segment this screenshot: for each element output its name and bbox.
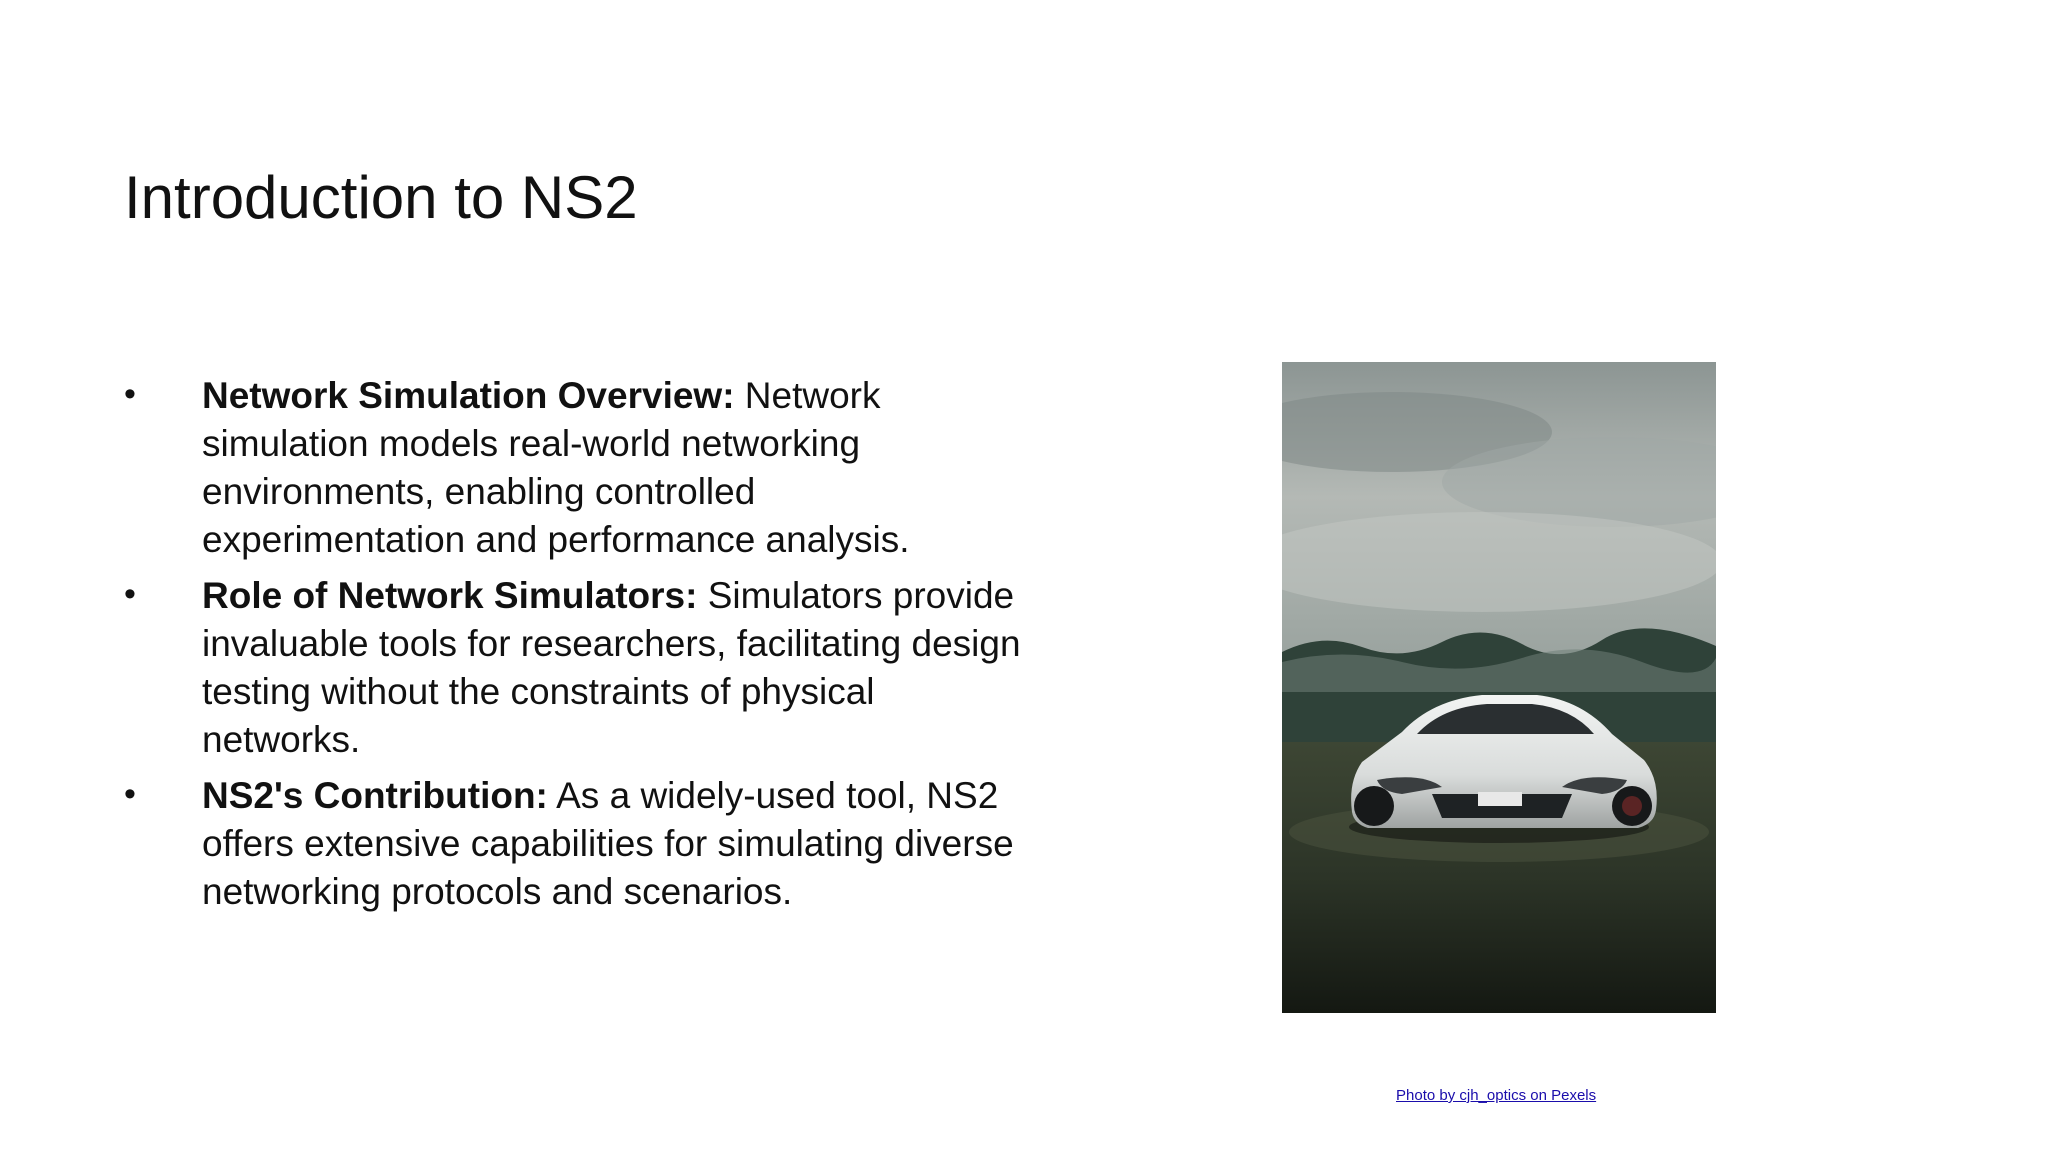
photo-credit-link[interactable]: Photo by cjh_optics on Pexels [1396, 1087, 1597, 1104]
car-photo-illustration [1282, 362, 1716, 1013]
slide-title: Introduction to NS2 [124, 164, 638, 231]
bullet-marker: • [124, 375, 136, 413]
bullet-text: Simulators provide invaluable tools for researchers, facilitating design testing without the constraints of physical networks. [202, 575, 1021, 760]
bullet-text: Network simulation models real-world networking environments, enabling controlled experimentation and performance analysis. [202, 375, 910, 560]
bullet-list [124, 372, 1024, 924]
car-photo [1282, 362, 1716, 1013]
bullet-heading: NS2's Contribution: [202, 775, 548, 816]
bullet-marker: • [124, 775, 136, 813]
bullet-heading: Role of Network Simulators: [202, 575, 698, 616]
bullet-marker: • [124, 575, 136, 613]
bullet-item [124, 372, 1024, 564]
bullet-item [124, 772, 1024, 916]
bullet-item [124, 572, 1024, 764]
bullet-text: As a widely-used tool, NS2 offers extensive capabilities for simulating diverse networking protocols and scenarios. [202, 775, 1014, 912]
bullet-heading: Network Simulation Overview: [202, 375, 735, 416]
